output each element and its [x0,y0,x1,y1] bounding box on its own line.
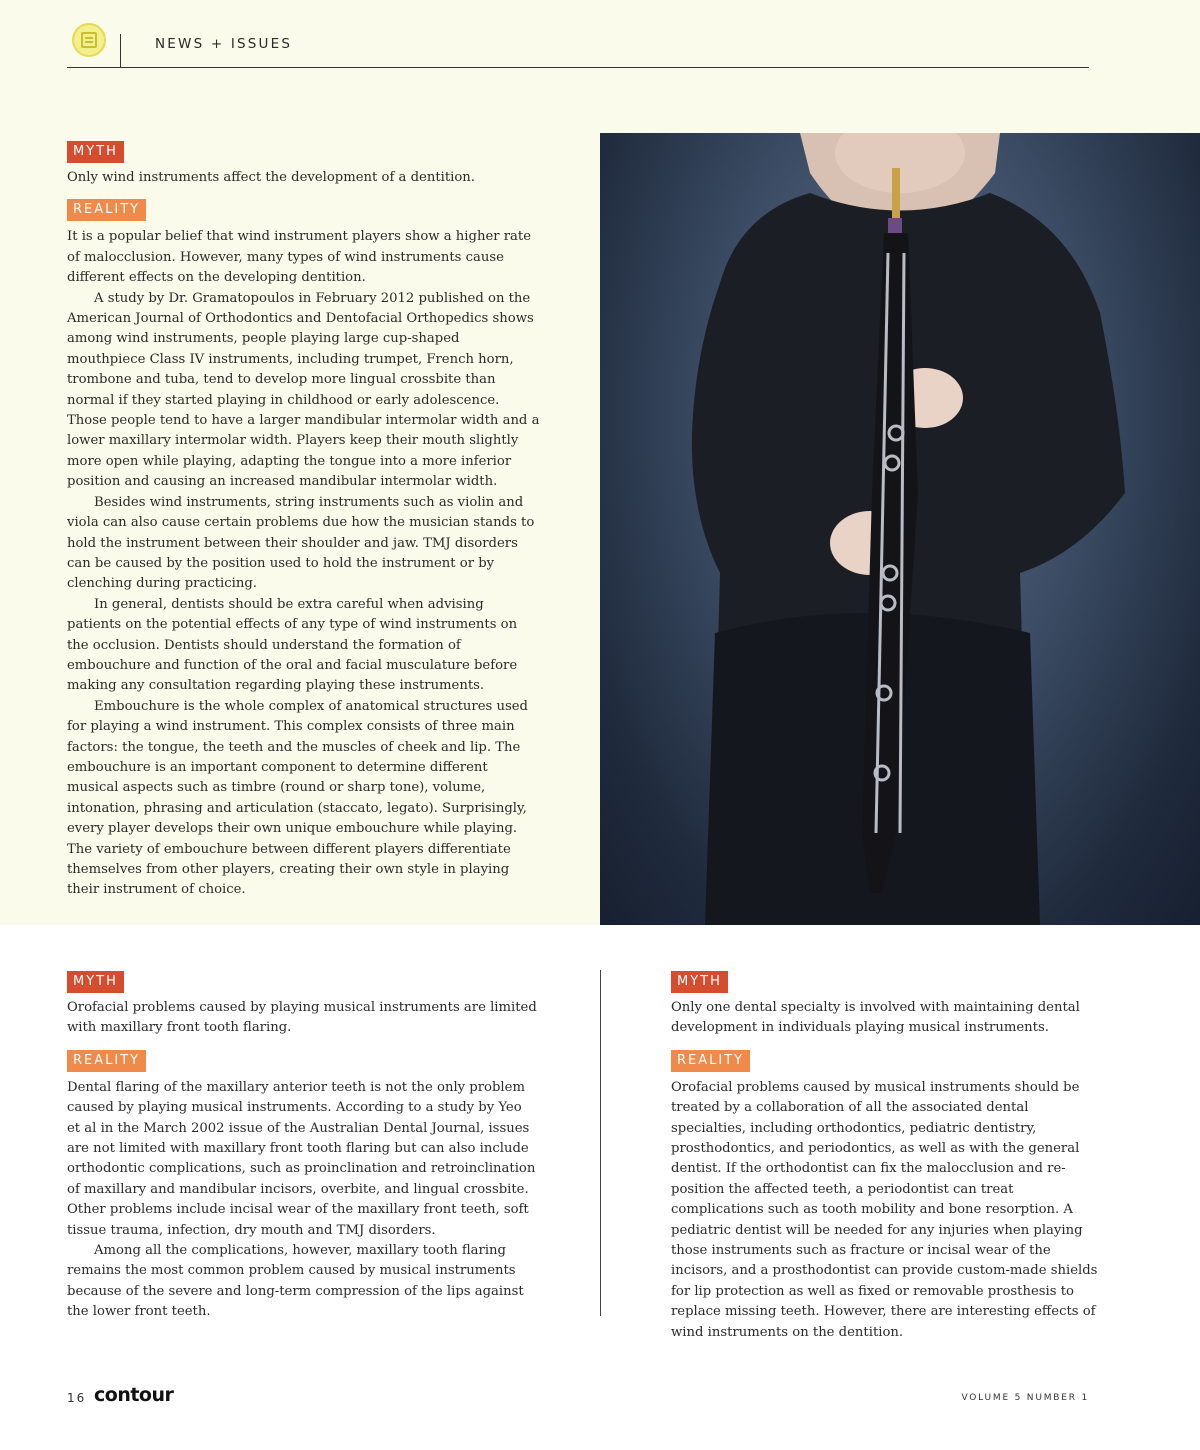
paragraph: Among all the complications, however, maxillary tooth flaring remains the most common problem caused by musical instruments because of the severe and long-term compression of the lips against the lower front teeth. [67,1243,524,1320]
reality-body [671,1078,1101,1343]
paragraph: Dental flaring of the maxillary anterior teeth is not the only problem caused by playing musical instruments. According to a study by Yeo et al in the March 2002 issue of the Australian Dental Journal, issues are not limited with maxillary front tooth flaring but can also include orthodontic complications, such as proinclination and retroinclination of maxillary and mandibular incisors, overbite, and lingual crossbite. Other problems include incisal wear of the maxillary front teeth, soft tissue trauma, infection, dry mouth and TMJ disorders. [67,1079,536,1238]
myth-tag: MYTH [67,971,124,993]
paragraph: Orofacial problems caused by musical instruments should be treated by a collaboration of all the associated dental specialties, including orthodontics, pediatric dentistry, prosthodontics, and periodontics, as well as with the general dentist. If the orthodontist can fix the malocclusion and re-position the affected teeth, a periodontist can treat complications such as tooth mobility and bone resorption. A pediatric dentist will be needed for any injuries when playing those instruments such as fracture or incisal wear of the incisors, and a prosthodontist can provide custom-made shields for lip protection as well as fixed or removable prosthesis to replace missing teeth. However, there are interesting effects of wind instruments on the dentition. [671,1079,1098,1340]
myth-tag: MYTH [67,141,124,163]
reality-tag: REALITY [671,1050,750,1072]
paragraph: It is a popular belief that wind instrument players show a higher rate of malocclusion. However, many types of wind instruments cause different effects on the developing dentition. [67,229,532,286]
reality-body [67,227,542,900]
myth-statement: Only one dental specialty is involved with maintaining dental development in individuals playing musical instruments. [671,1000,1080,1036]
paragraph: Embouchure is the whole complex of anatomical structures used for playing a wind instrument. This complex consists of three main factors: the tongue, the teeth and the muscles of cheek and lip. The embouchure is an important component to determine different musical aspects such as timbre (round or sharp tone), volume, intonation, phrasing and articulation (staccato, legato). Surprisingly, every player develops their own unique embouchure while playing. The variety of embouchure between different players differentiate themselves from other players, creating their own style in playing their instrument of choice. [67,698,528,898]
reality-body [67,1078,537,1323]
column-divider [600,970,601,1316]
myth-reality-block-1 [67,140,542,901]
brand-logo: contour [94,1384,174,1406]
paragraph: In general, dentists should be extra careful when advising patients on the potential effects of any type of wind instruments on the occlusion. Dentists should understand the formation of embouchure and function of the oral and facial musculature before making any consultation regarding playing these instruments. [67,596,518,694]
myth-statement: Only wind instruments affect the development of a dentition. [67,170,475,185]
myth-statement: Orofacial problems caused by playing musical instruments are limited with maxillary front tooth flaring. [67,1000,537,1036]
myth-reality-block-2 [67,970,537,1323]
header-divider [120,34,121,68]
paragraph: A study by Dr. Gramatopoulos in February 2012 published on the American Journal of Orthodontics and Dentofacial Orthopedics shows among wind instruments, people playing large cup-shaped mouthpiece Class IV instruments, including trumpet, French horn, trombone and tuba, tend to develop more lingual crossbite than normal if they started playing in childhood or early adolescence. Those people tend to have a larger mandibular intermolar width and a lower maxillary intermolar width. Players keep their mouth slightly more open while playing, adapting the tongue into a more inferior position and causing an increased mandibular intermolar width. [67,290,540,490]
paragraph: Besides wind instruments, string instruments such as violin and viola can also cause certain problems due how the musician stands to hold the instrument between their shoulder and jaw. TMJ disorders can be caused by the position used to hold the instrument or by clenching during practicing. [67,494,535,592]
myth-reality-block-3 [671,970,1101,1343]
myth-tag: MYTH [671,971,728,993]
reality-tag: REALITY [67,1050,146,1072]
reality-tag: REALITY [67,199,146,221]
page-number: 16 [67,1391,87,1405]
oboe-player-photo [600,133,1200,925]
volume-info: VOLUME 5 NUMBER 1 [961,1393,1089,1403]
newspaper-icon [72,23,106,57]
page-header [67,20,1089,68]
section-title: NEWS + ISSUES [155,36,293,52]
